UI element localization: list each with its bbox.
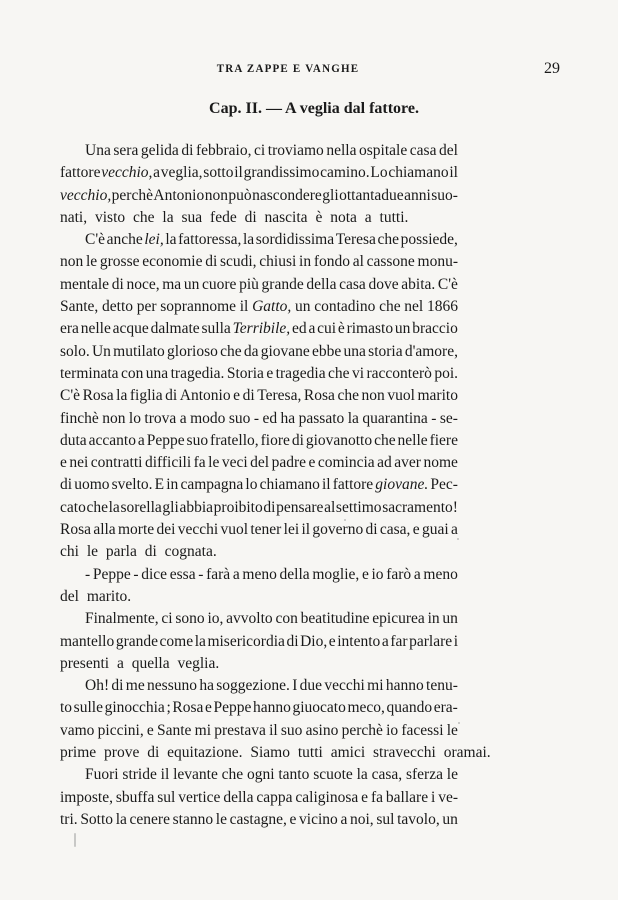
text-line: cato che la sorella gli abbia proibito di pensare al settimo sacramento! xyxy=(60,498,458,516)
text-line: - Peppe - dice essa - farà a meno della moglie, e io farò a meno xyxy=(85,565,458,583)
text-line: vecchio, perchè Antonio non può nascondere gli ottantadue anni suo- xyxy=(60,186,458,204)
text-line: C'è anche lei, la fattoressa, la sordidissima Teresa che possiede, xyxy=(85,231,458,249)
text-line: nati, visto che la sua fede di nascita è nota a tutti. xyxy=(60,208,409,226)
chapter-heading: Cap. II. — A veglia dal fattore. xyxy=(209,100,419,117)
text-line: solo. Un mutilato glorioso che da giovane ebbe una storia d'amore, xyxy=(60,342,458,360)
running-title: TRA ZAPPE E VANGHE xyxy=(216,62,360,76)
text-line: di uomo svelto. E in campagna lo chiamano il fattore giovane. Pec- xyxy=(60,476,458,494)
text-line: del marito. xyxy=(60,587,132,605)
text-line: Rosa alla morte dei vecchi vuol tener lei il governo di casa, e guai a xyxy=(60,521,458,539)
text-line: fattore vecchio, a veglia, sotto il grandissimo camino. Lo chiamano il xyxy=(60,164,458,182)
text-line: vamo piccini, e Sante mi prestava il suo asino perchè io facessi le xyxy=(60,721,458,739)
paper-speck xyxy=(344,519,346,521)
paper-speck xyxy=(457,538,459,540)
text-line: Finalmente, ci sono io, avvolto con beatitudine epicurea in un xyxy=(85,610,458,628)
text-line: C'è Rosa la figlia di Antonio e di Teresa, Rosa che non vuol marito xyxy=(60,387,458,405)
text-line: Sante, detto per soprannome il Gatto, un contadino che nel 1866 xyxy=(60,298,458,316)
text-line: presenti a quella veglia. xyxy=(60,654,220,672)
text-line: Fuori stride il levante che ogni tanto scuote la casa, sferza le xyxy=(85,766,458,784)
text-line: Oh! di me nessuno ha soggezione. I due vecchi mi hanno tenu- xyxy=(85,677,458,695)
body-text xyxy=(60,140,491,831)
text-line: e nei contratti difficili fa le veci del padre e comincia ad aver nome xyxy=(60,454,458,472)
text-line: era nelle acque dalmate sulla Terribile, ed a cui è rimasto un braccio xyxy=(60,320,458,338)
paper-speck xyxy=(74,833,76,847)
text-line: prime prove di equitazione. Siamo tutti amici stravecchi oramai. xyxy=(60,744,491,762)
text-line: terminata con una tragedia. Storia e tragedia che vi racconterò poi. xyxy=(60,364,458,382)
page-number: 29 xyxy=(544,60,560,77)
text-line: to sulle ginocchia ; Rosa e Peppe hanno giuocato meco, quando era- xyxy=(60,699,458,717)
paper-speck xyxy=(458,722,460,724)
running-head xyxy=(60,60,560,83)
text-line: imposte, sbuffa sul vertice della cappa caliginosa e fa ballare i ve- xyxy=(60,788,458,806)
text-line: mentale di noce, ma un cuore più grande della casa dove abita. C'è xyxy=(60,275,458,293)
text-line: chi le parla di cognata. xyxy=(60,543,217,561)
text-line: Una sera gelida di febbraio, ci troviamo nella ospitale casa del xyxy=(85,142,458,159)
text-line: tri. Sotto la cenere stanno le castagne, e vicino a noi, sul tavolo, un xyxy=(60,810,458,828)
text-line: mantello grande come la misericordia di Dio, e intento a far parlare i xyxy=(60,632,458,650)
text-line: non le grosse economie di scudi, chiusi in fondo al cassone monu- xyxy=(60,253,458,271)
text-line: finchè non lo trova a modo suo - ed ha passato la quarantina - se- xyxy=(60,409,458,427)
text-line: duta accanto a Peppe suo fratello, fiore di giovanotto che nelle fiere xyxy=(60,431,458,449)
